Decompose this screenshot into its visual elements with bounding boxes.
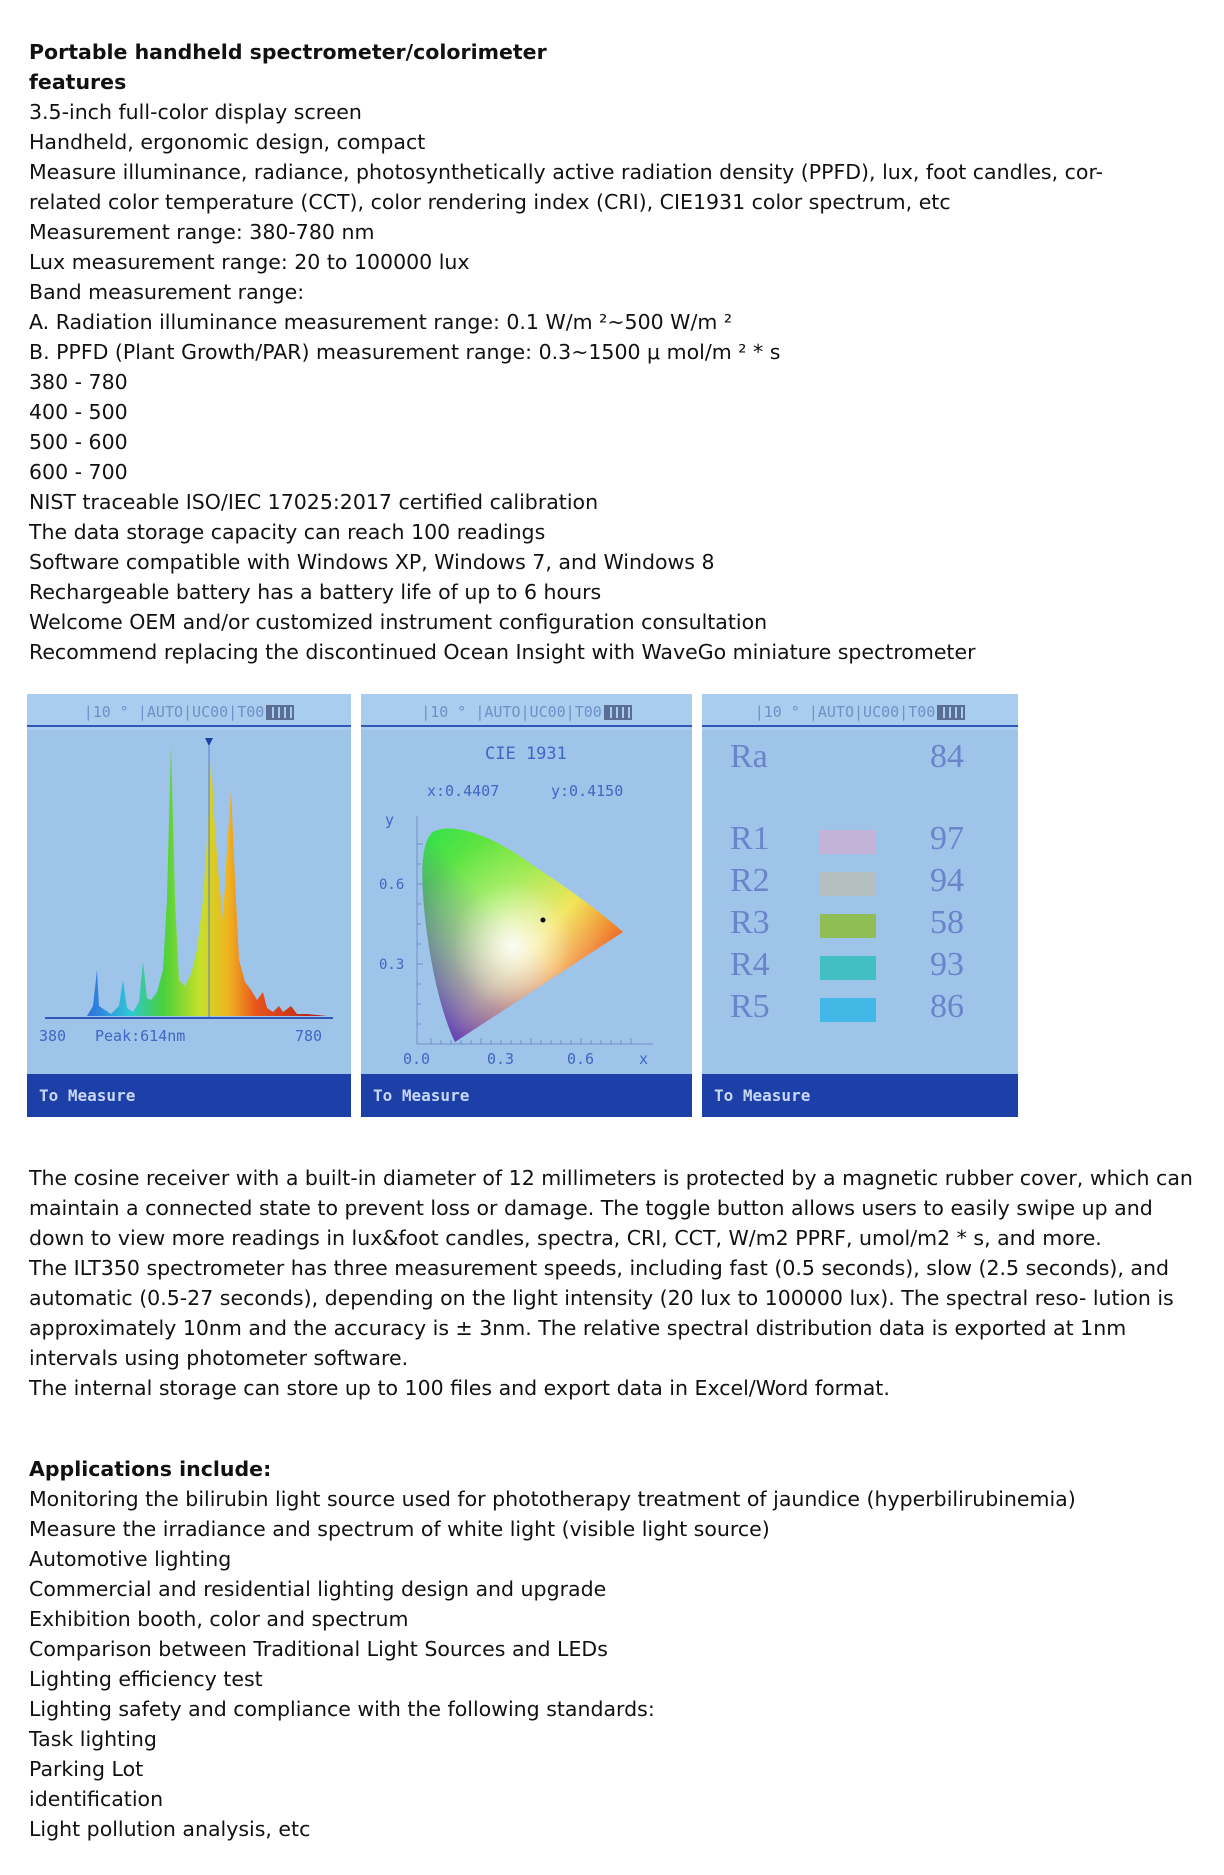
applications-section: [29, 1454, 1204, 1844]
feature-line: Measure illuminance, radiance, photosynthetically active radiation density (PPFD), lux, foot candles, cor-: [29, 160, 1103, 184]
color-swatch: [820, 956, 876, 980]
application-item: Parking Lot: [29, 1757, 144, 1781]
application-item: Task lighting: [29, 1727, 157, 1751]
description-paragraph: The internal storage can store up to 100 files and export data in Excel/Word format.: [29, 1376, 890, 1400]
cri-row-value: 58: [930, 904, 964, 941]
application-item: Commercial and residential lighting design and upgrade: [29, 1577, 607, 1601]
cri-row-label: R5: [730, 988, 770, 1025]
status-text: |10 ° |AUTO|UC00|T00: [754, 703, 936, 721]
feature-line: The data storage capacity can reach 100 readings: [29, 520, 546, 544]
measured-point: [541, 918, 546, 923]
spectrum-screen: [27, 694, 351, 1117]
feature-line: Lux measurement range: 20 to 100000 lux: [29, 250, 470, 274]
feature-line: Band measurement range:: [29, 280, 305, 304]
to-measure-button[interactable]: To Measure: [702, 1074, 1018, 1117]
features-heading: features: [29, 70, 127, 94]
status-bar: [27, 694, 351, 730]
cri-row-label: R3: [730, 904, 770, 941]
application-item: Automotive lighting: [29, 1547, 232, 1571]
x-tick: 0.6: [567, 1050, 595, 1068]
applications-heading: Applications include:: [29, 1457, 272, 1481]
x-start-label: 380: [39, 1027, 67, 1045]
x-end-label: 780: [295, 1027, 323, 1045]
cri-row-label: R1: [730, 820, 770, 857]
cie-diagram: [361, 694, 692, 1074]
color-swatch: [820, 872, 876, 896]
description-paragraph: The ILT350 spectrometer has three measurement speeds, including fast (0.5 seconds), slow (2.5 seconds), and automatic (0.5-27 seconds), depending on the light intensity (20 lux to 100000 lux). The spectral reso- lution is approximately 10nm and the accuracy is ± 3nm. The relative spectral distribution data is exported at 1nm intervals using photometer software.: [29, 1256, 1174, 1370]
ra-label: Ra: [730, 738, 768, 775]
cie-screen: [361, 694, 692, 1117]
feature-line: related color temperature (CCT), color rendering index (CRI), CIE1931 color spectrum, etc: [29, 190, 951, 214]
cri-screen: [702, 694, 1018, 1117]
application-item: Exhibition booth, color and spectrum: [29, 1607, 409, 1631]
application-item: Comparison between Traditional Light Sources and LEDs: [29, 1637, 608, 1661]
y-axis-label: y: [385, 811, 395, 829]
to-measure-button[interactable]: To Measure: [27, 1074, 351, 1117]
color-swatch: [820, 914, 876, 938]
color-swatch: [820, 830, 876, 854]
cri-row-label: R2: [730, 862, 770, 899]
feature-line: A. Radiation illuminance measurement range: 0.1 W/m ²~500 W/m ²: [29, 310, 733, 334]
feature-line: Rechargeable battery has a battery life of up to 6 hours: [29, 580, 602, 604]
application-item: Lighting safety and compliance with the following standards:: [29, 1697, 655, 1721]
application-item: identification: [29, 1787, 164, 1811]
application-item: Lighting efficiency test: [29, 1667, 263, 1691]
feature-line: Software compatible with Windows XP, Windows 7, and Windows 8: [29, 550, 715, 574]
y-tick: 0.3: [379, 957, 405, 973]
to-measure-button[interactable]: To Measure: [361, 1074, 692, 1117]
feature-line: 380 - 780: [29, 370, 128, 394]
cri-row-value: 94: [930, 862, 964, 899]
x-tick: 0.0: [403, 1050, 431, 1068]
application-item: Monitoring the bilirubin light source used for phototherapy treatment of jaundice (hyperbilirubinemia): [29, 1487, 1076, 1511]
status-bar: [702, 694, 1018, 730]
feature-line: Measurement range: 380-780 nm: [29, 220, 375, 244]
x-tick: 0.3: [487, 1050, 515, 1068]
feature-line: Welcome OEM and/or customized instrument configuration consultation: [29, 610, 768, 634]
feature-line: B. PPFD (Plant Growth/PAR) measurement range: 0.3~1500 μ mol/m ² * s: [29, 340, 781, 364]
feature-line: 400 - 500: [29, 400, 128, 424]
peak-label: Peak:614nm: [95, 1027, 186, 1045]
x-axis-label: x: [639, 1050, 649, 1068]
cie-title: CIE 1931: [485, 744, 567, 764]
features-section: [29, 37, 1204, 667]
feature-line: 3.5-inch full-color display screen: [29, 100, 362, 124]
x-reading: x:0.4407: [427, 782, 500, 800]
application-item: Measure the irradiance and spectrum of white light (visible light source): [29, 1517, 770, 1541]
feature-line: Handheld, ergonomic design, compact: [29, 130, 426, 154]
status-text: |10 ° |AUTO|UC00|T00: [83, 703, 265, 721]
status-text: |10 ° |AUTO|UC00|T00: [421, 703, 602, 721]
spectrum-plot: [27, 730, 351, 1030]
y-tick: 0.6: [379, 877, 405, 893]
description-paragraph: The cosine receiver with a built-in diameter of 12 millimeters is protected by a magnetic rubber cover, which can maintain a connected state to prevent loss or damage. The toggle button allows users to easily swipe up and down to view more readings in lux&foot candles, spectra, CRI, CCT, W/m2 PPRF, umol/m2 * s, and more.: [29, 1166, 1193, 1250]
feature-line: 600 - 700: [29, 460, 128, 484]
cri-row-value: 93: [930, 946, 964, 983]
peak-marker-icon: [205, 738, 213, 746]
ra-value: 84: [930, 738, 964, 775]
color-swatch: [820, 998, 876, 1022]
y-reading: y:0.4150: [551, 782, 624, 800]
battery-icon: [937, 705, 965, 720]
battery-icon: [266, 705, 294, 720]
feature-line: 500 - 600: [29, 430, 128, 454]
page-title: Portable handheld spectrometer/colorimeter: [29, 40, 547, 64]
application-item: Light pollution analysis, etc: [29, 1817, 311, 1841]
description-section: [29, 1163, 1204, 1403]
cri-row-value: 86: [930, 988, 964, 1025]
cri-row-value: 97: [930, 820, 964, 857]
feature-line: Recommend replacing the discontinued Ocean Insight with WaveGo miniature spectrometer: [29, 640, 976, 664]
cri-row-label: R4: [730, 946, 770, 983]
spectrum-curve: [45, 744, 327, 1016]
feature-line: NIST traceable ISO/IEC 17025:2017 certified calibration: [29, 490, 599, 514]
